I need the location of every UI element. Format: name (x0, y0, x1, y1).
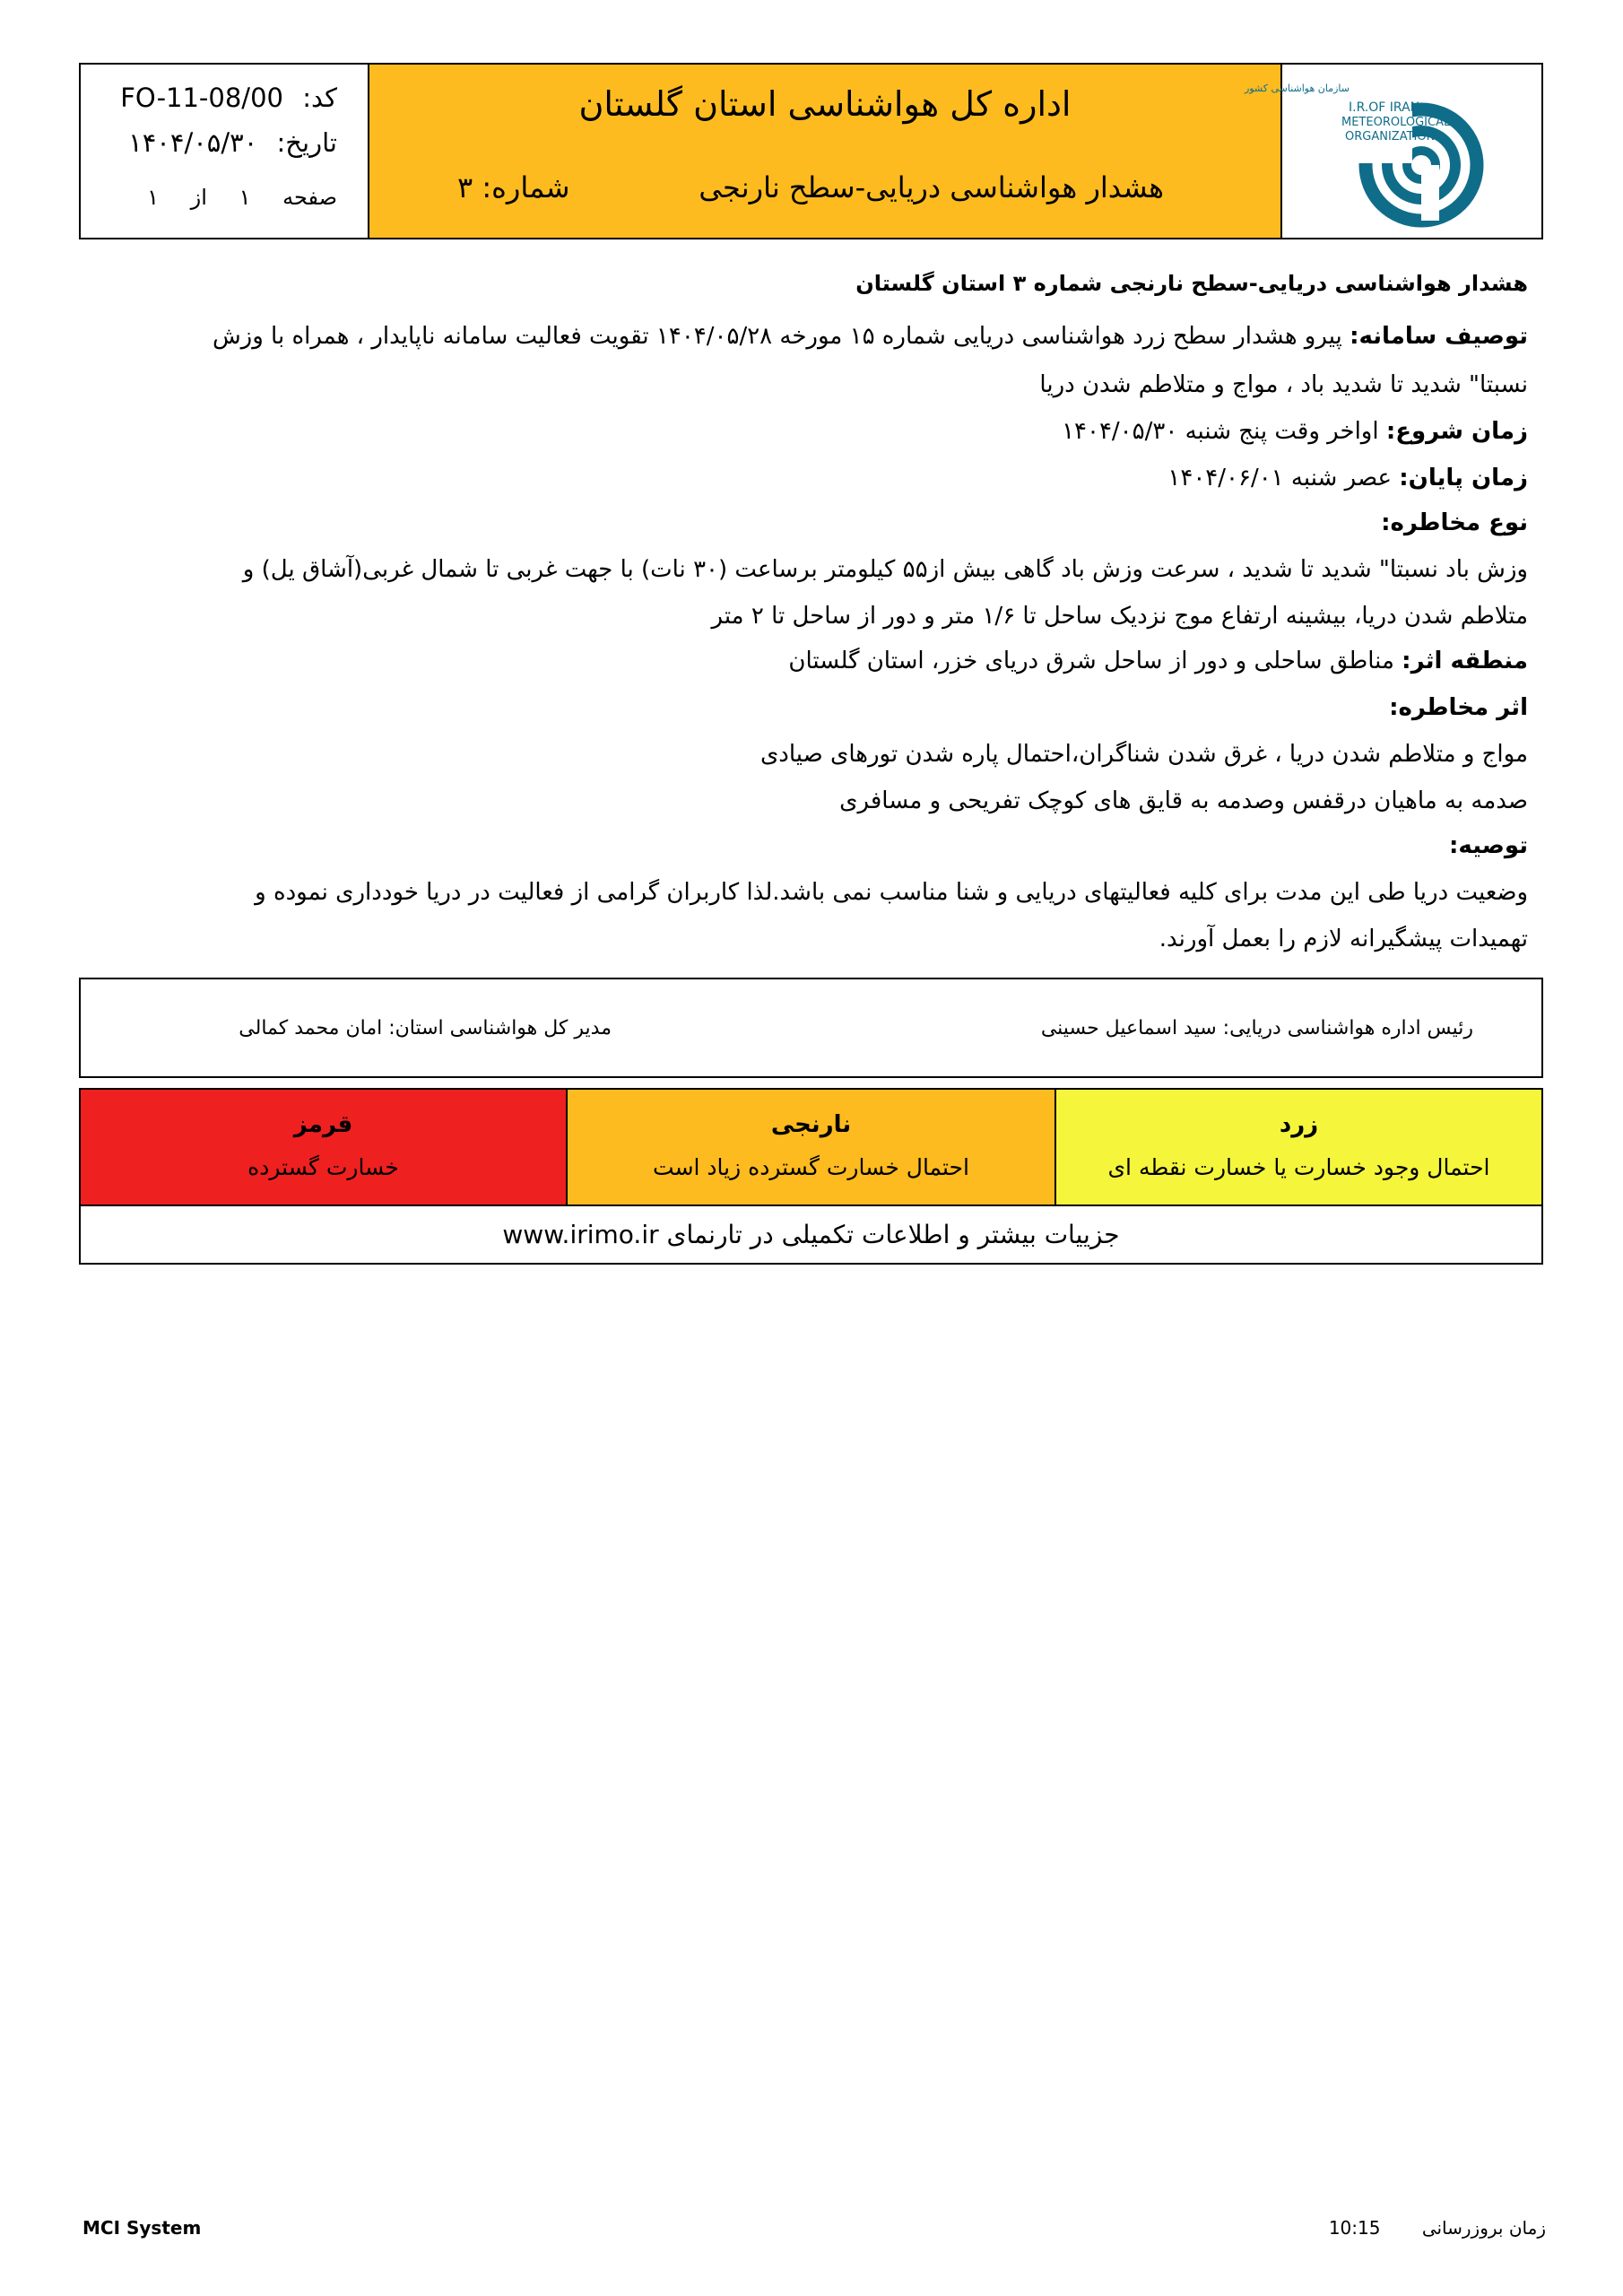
end-time-row (1167, 465, 1528, 491)
page-label: صفحه (282, 185, 337, 210)
warning-subtitle: هشدار هواشناسی دریایی-سطح نارنجی (699, 170, 1164, 204)
level-red (81, 1090, 566, 1205)
advice-label: توصیه: (1449, 832, 1528, 859)
level-desc: احتمال وجود خسارت یا خسارت نقطه ای (1107, 1154, 1490, 1180)
page-current: ۱ (239, 185, 251, 210)
start-time-row (1062, 418, 1528, 445)
effect-line-2: صدمه به ماهیان درقفس وصدمه به قایق های کوچک تفریحی و مسافری (839, 787, 1528, 814)
level-desc: احتمال خسارت گسترده زیاد است (653, 1154, 969, 1180)
end-value: عصر شنبه ۱۴۰۴/۰۶/۰۱ (1167, 465, 1393, 491)
page-of: از (190, 185, 207, 210)
level-desc: خسارت گسترده (247, 1154, 399, 1180)
system-name: MCI System (82, 2217, 202, 2239)
code-row (104, 83, 337, 113)
date-value: ۱۴۰۴/۰۵/۳۰ (128, 127, 258, 158)
effect-label: اثر مخاطره: (1389, 694, 1528, 721)
start-label: زمان شروع: (1385, 418, 1528, 445)
system-text-1: پیرو هشدار سطح زرد هواشناسی دریایی شماره ۱۵ مورخه ۱۴۰۴/۰۵/۲۸ تقویت فعالیت سامانه ناپایدار ، همراه با وزش (212, 323, 1342, 350)
director-signature: مدیر کل هواشناسی استان: امان محمد کمالی (239, 1017, 612, 1039)
system-line-1 (213, 323, 1528, 350)
warning-levels-table (79, 1088, 1543, 1265)
signature-box (79, 978, 1543, 1078)
page-row (104, 185, 337, 210)
area-label: منطقه اثر: (1402, 648, 1528, 674)
hazard-type-label: نوع مخاطره: (1381, 509, 1528, 536)
level-name: زرد (1279, 1111, 1319, 1138)
advice-line-2: تهمیدات پیشگیرانه لازم را بعمل آورند. (1159, 926, 1528, 952)
level-orange (566, 1090, 1055, 1205)
update-time-row (1329, 2217, 1546, 2239)
marine-head-signature: رئیس اداره هواشناسی دریایی: سید اسماعیل حسینی (1040, 1017, 1473, 1039)
update-time: 10:15 (1328, 2217, 1381, 2239)
system-label: توصیف سامانه: (1350, 323, 1528, 350)
start-value: اواخر وقت پنج شنبه ۱۴۰۴/۰۵/۳۰ (1062, 418, 1379, 445)
end-label: زمان پایان: (1399, 465, 1528, 491)
page-total: ۱ (147, 185, 160, 210)
code-label: کد: (302, 83, 337, 113)
code-value: FO-11-08/00 (120, 83, 283, 113)
level-yellow (1055, 1090, 1541, 1205)
logo-text-fa: سازمان هواشناسی کشور (1244, 83, 1350, 94)
page-title: اداره کل هواشناسی استان گلستان (578, 84, 1072, 124)
document-meta (81, 65, 369, 238)
document-header (79, 63, 1543, 239)
logo-text-en-2: METEOROLOGICAL (1341, 116, 1451, 129)
level-name: نارنجی (770, 1111, 852, 1138)
update-label: زمان بروزرسانی (1421, 2217, 1546, 2239)
website-info: جزییات بیشتر و اطلاعات تکمیلی در تارنمای www.irimo.ir (81, 1205, 1541, 1265)
level-name: قرمز (293, 1111, 353, 1138)
date-row (104, 127, 337, 158)
system-line-2: نسبتا" شدید تا شدید باد ، مواج و متلاطم شدن دریا (1039, 371, 1528, 398)
hazard-line-2: متلاطم شدن دریا، بیشینه ارتفاع موج نزدیک ساحل تا ۱/۶ متر و دور از ساحل تا ۲ متر (711, 603, 1528, 630)
warning-number: شماره: ۳ (457, 170, 570, 204)
warning-heading: هشدار هواشناسی دریایی-سطح نارنجی شماره ۳ استان گلستان (855, 271, 1528, 296)
area-value: مناطق ساحلی و دور از ساحل شرق دریای خزر، استان گلستان (788, 648, 1394, 674)
logo-panel (1244, 65, 1543, 238)
hazard-line-1: وزش باد نسبتا" شدید تا شدید ، سرعت وزش باد گاهی بیش از۵۵ کیلومتر برساعت (۳۰ نات) با جهت غربی تا شمال غربی(آشاق یل) و (242, 556, 1528, 583)
effect-line-1: مواج و متلاطم شدن دریا ، غرق شدن شناگران،احتمال پاره شدن تورهای صیادی (759, 741, 1528, 768)
logo-text-en-1: I.R.OF IRAN (1349, 100, 1420, 115)
title-panel (369, 65, 1282, 238)
logo-text-en-3: ORGANIZATION (1345, 130, 1436, 144)
area-row (788, 648, 1528, 674)
advice-line-1: وضعیت دریا طی این مدت برای کلیه فعالیتهای دریایی و شنا مناسب نمی باشد.لذا کاربران گرامی از فعالیت در دریا خودداری نموده و (255, 879, 1528, 906)
meteorological-organization-logo (1244, 65, 1543, 238)
date-label: تاریخ: (276, 127, 337, 158)
